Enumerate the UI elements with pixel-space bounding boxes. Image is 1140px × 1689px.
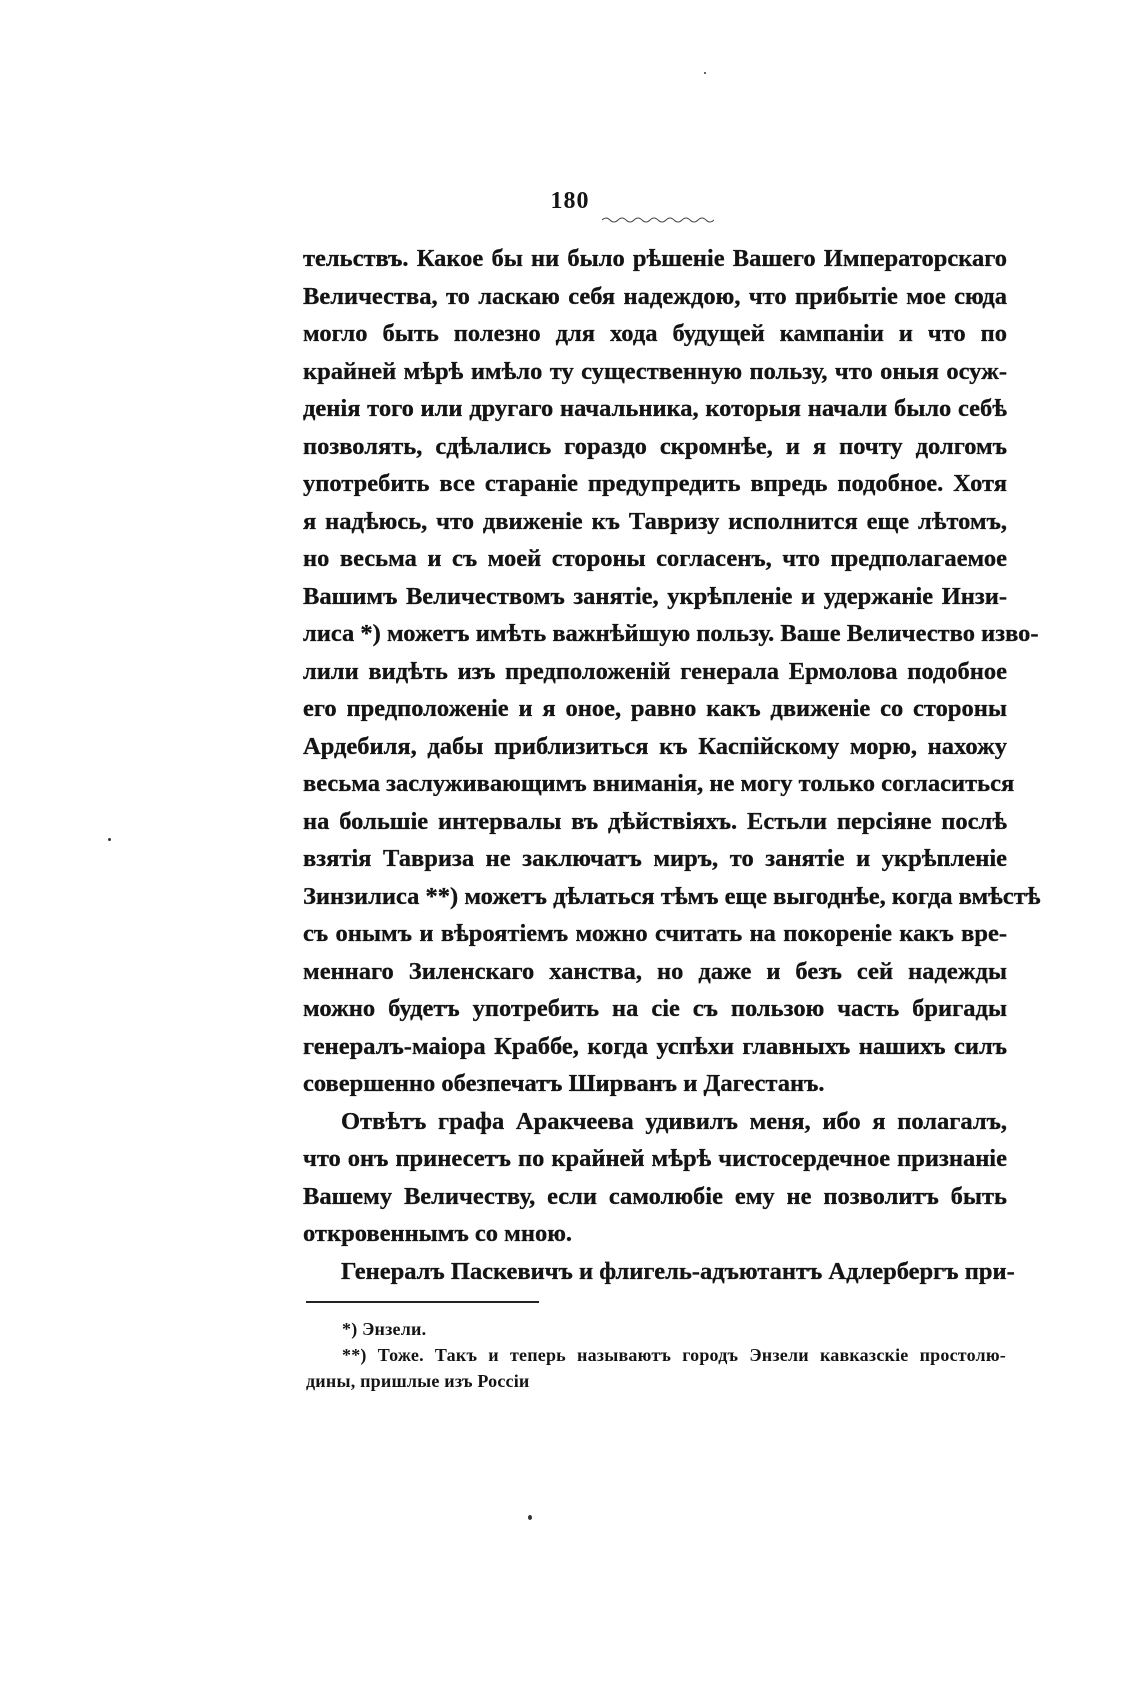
text-line: можно будетъ употребить на сіе съ пользою часть бригады [303,995,1007,1022]
text-line: Вашимъ Величествомъ занятіе, укрѣпленіе и удержаніе Инзи- [303,582,1007,610]
text-line: его предположеніе и я оное, равно какъ движеніе со стороны [303,695,1007,722]
text-line: меннаго Зиленскаго ханства, но даже и безъ сей надежды [303,957,1007,985]
text-line: но весьма и съ моей стороны согласенъ, что предполагаемое [303,545,1007,572]
scan-speck [704,72,706,74]
scan-speck [528,1515,532,1520]
text-line: употребить все стараніе предупредить впредь подобное. Хотя [303,470,1007,497]
text-line: лиса *) можетъ имѣть важнѣйшую пользу. Ваше Величество изво- [303,620,1039,647]
footnote: *) Энзели. [342,1319,427,1339]
footnotes [306,1316,1006,1394]
footnote-separator [306,1301,539,1303]
text-line: Отвѣтъ графа Аракчеева удивилъ меня, ибо я полагалъ, [341,1107,1007,1135]
footnote: **) Тоже. Такъ и теперь называютъ городъ Энзели кавказскіе простолю- [342,1345,1006,1365]
text-line: что онъ принесетъ по крайней мѣрѣ чистосердечное признаніе [303,1145,1007,1172]
text-line: тельствъ. Какое бы ни было рѣшеніе Вашего Императорскаго [303,245,1007,272]
text-line: откровеннымъ со мною. [303,1220,573,1247]
text-line: позволять, сдѣлались гораздо скромнѣе, и я почту долгомъ [303,432,1007,460]
text-line: я надѣюсь, что движеніе къ Тавризу исполнится еще лѣтомъ, [303,507,1007,535]
text-line: Ардебиля, дабы приблизиться къ Каспійскому морю, нахожу [303,732,1007,760]
main-text [303,240,1041,1290]
text-line: Вашему Величеству, если самолюбіе ему не позволитъ быть [303,1182,1007,1210]
text-line: лили видѣть изъ предположеній генерала Ермолова подобное [303,657,1007,685]
text-line: крайней мѣрѣ имѣло ту существенную пользу, что оныя осуж- [303,357,1007,385]
footnote: дины, пришлые изъ Россіи [306,1371,530,1391]
text-line: Зинзилиса **) можетъ дѣлаться тѣмъ еще выгоднѣе, когда вмѣстѣ [303,882,1041,910]
text-line: на большіе интервалы въ дѣйствіяхъ. Естьли персіяне послѣ [303,807,1007,835]
scan-speck [108,838,111,841]
text-line: Величества, то ласкаю себя надеждою, что прибытіе мое сюда [303,282,1007,310]
text-line: совершенно обезпечатъ Ширванъ и Дагестанъ. [303,1070,825,1097]
text-line: могло быть полезно для хода будущей кампаніи и что по [303,320,1007,347]
text-line: денія того или другаго начальника, которыя начали было себѣ [303,395,1007,422]
text-line: весьма заслуживающимъ вниманія, не могу только согласиться [303,770,1015,797]
text-line: генералъ-маіора Краббе, когда успѣхи главныхъ нашихъ силъ [303,1032,1007,1060]
text-line: Генералъ Паскевичъ и флигель-адъютантъ Адлербергъ при- [341,1257,1015,1285]
page-number-ornament [602,215,714,223]
text-line: взятія Тавриза не заключатъ миръ, то занятіе и укрѣпленіе [303,845,1007,872]
page-number: 180 [550,188,590,214]
text-line: съ онымъ и вѣроятіемъ можно считать на покореніе какъ вре- [303,920,1007,947]
